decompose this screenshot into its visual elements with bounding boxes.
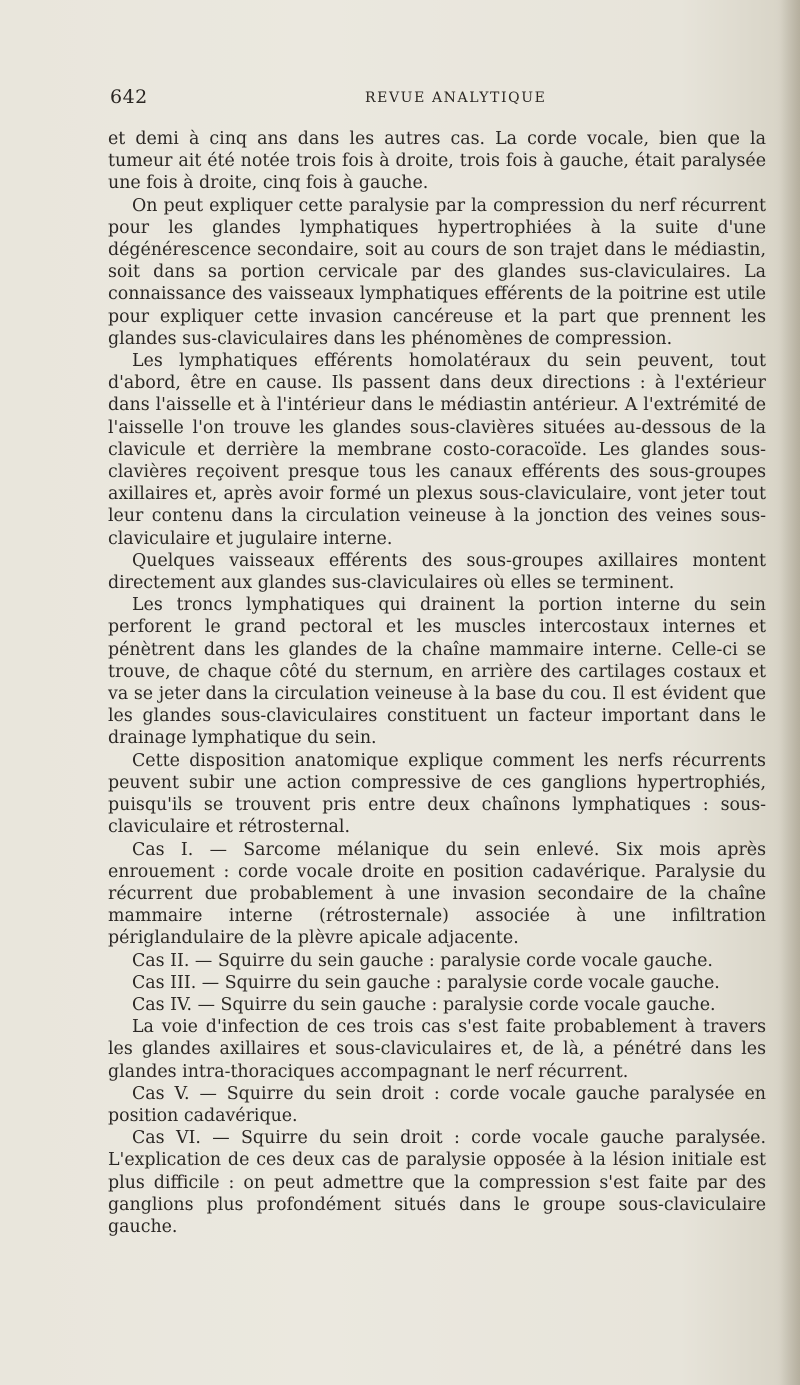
case-paragraph: Cas VI. — Squirre du sein droit : corde vocale gauche paralysée. L'explication de ces deux cas de paralysie opposée à la lésion initiale est plus difficile : on peut admettre que la compression s'est faite par des ganglions plus profondément situés dans le groupe sous-claviculaire gauche. (108, 1128, 766, 1237)
paragraph: Les lymphatiques efférents homolatéraux du sein peuvent, tout d'abord, être en cause. Ils passent dans deux directions : à l'extérieur dans l'aisselle et à l'intérieur dans le médiastin antérieur. A l'extrémité de l'aisselle l'on trouve les glandes sous-clavières situées au-dessous de la clavicule et derrière la membrane costo-coracoïde. Les glandes sous-clavières reçoivent presque tous les canaux efférents des sous-groupes axillaires et, après avoir formé un plexus sous-claviculaire, vont jeter tout leur contenu dans la circulation veineuse à la jonction des veines sous-claviculaire et jugulaire interne. (108, 351, 766, 549)
paragraph: Cette disposition anatomique explique comment les nerfs récurrents peuvent subir une action compressive de ces ganglions hypertrophiés, puisqu'ils se trouvent pris entre deux chaînons lymphatiques : sous-claviculaire et rétrosternal. (108, 750, 766, 838)
case-paragraph: Cas IV. — Squirre du sein gauche : paralysie corde vocale gauche. (132, 994, 716, 1015)
paragraph: Quelques vaisseaux efférents des sous-groupes axillaires montent directement aux glandes sus-claviculaires où elles se terminent. (108, 550, 766, 594)
case-paragraph: Cas II. — Squirre du sein gauche : paralysie corde vocale gauche. (132, 950, 713, 971)
paragraph: Les troncs lymphatiques qui drainent la portion interne du sein perforent le grand pectoral et les muscles intercostaux internes et pénètrent dans les glandes de la chaîne mammaire interne. Celle-ci se trouve, de chaque côté du sternum, en arrière des cartilages costaux et va se jeter dans la circulation veineuse à la base du cou. Il est évident que les glandes sous-claviculaires constituent un facteur important dans le drainage lymphatique du sein. (108, 595, 766, 749)
case-paragraph: Cas V. — Squirre du sein droit : corde vocale gauche paralysée en position cadavérique. (108, 1083, 766, 1126)
paragraph: On peut expliquer cette paralysie par la compression du nerf récurrent pour les glandes lymphatiques hypertrophiées à la suite d'une dégénérescence secondaire, soit au cours de son trajet dans le médiastin, soit dans sa portion cervicale par des glandes sus-claviculaires. La connaissance des vaisseaux lymphatiques efférents de la poitrine est utile pour expliquer cette invasion cancéreuse et la part que prennent les glandes sus-claviculaires dans les phénomènes de compression. (108, 195, 766, 349)
journal-title: REVUE ANALYTIQUE (365, 90, 547, 106)
case-paragraph: Cas I. — Sarcome mélanique du sein enlevé. Six mois après enrouement : corde vocale droite en position cadavérique. Paralysie du récurrent due probablement à une invasion secondaire de la chaîne mammaire interne (rétrosternale) associée à une infiltration périglandulaire de la plèvre apicale adjacente. (108, 839, 766, 949)
paragraph: et demi à cinq ans dans les autres cas. La corde vocale, bien que la tumeur ait été notée trois fois à droite, trois fois à gauche, était paralysée une fois à droite, cinq fois à gauche. (108, 129, 766, 194)
paragraph: La voie d'infection de ces trois cas s'est faite probablement à travers les glandes axillaires et sous-claviculaires et, de là, a pénétré dans les glandes intra-thoraciques accompagnant le nerf récurrent. (108, 1017, 766, 1082)
running-head (110, 86, 770, 116)
page-number: 642 (110, 86, 148, 108)
article-body (108, 128, 766, 1238)
page-edge-shadow (780, 0, 800, 1385)
case-paragraph: Cas III. — Squirre du sein gauche : paralysie corde vocale gauche. (132, 972, 720, 993)
